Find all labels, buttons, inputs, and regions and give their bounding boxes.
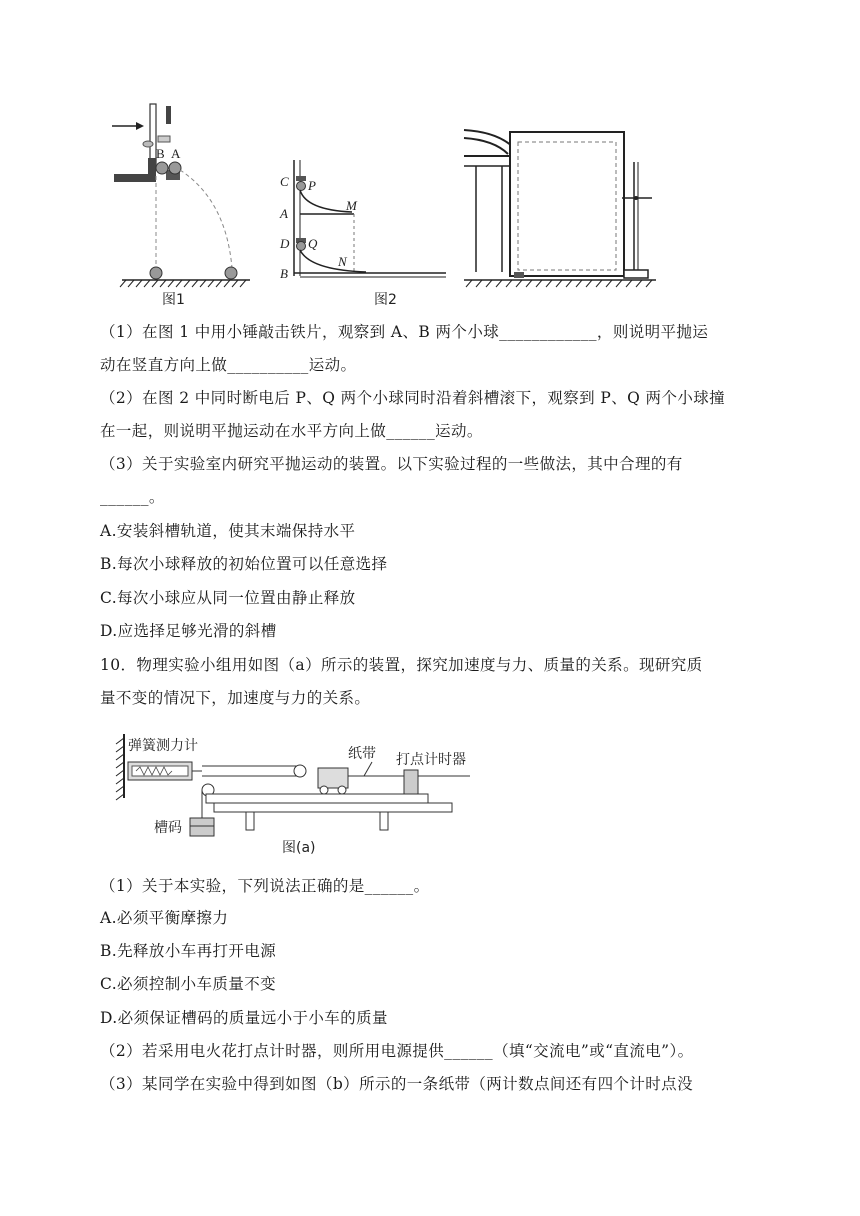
q9-2-line-1: （2）在图 2 中同时断电后 P、Q 两个小球同时沿着斜槽滚下，观察到 P、Q 两个小球撞: [100, 389, 726, 407]
q10-1-line: （1）关于本实验，下列说法正确的是______。: [100, 877, 430, 895]
q10-3-line: （3）某同学在实验中得到如图（b）所示的一条纸带（两计数点间还有四个计时点没: [100, 1075, 693, 1093]
q10-stem-line-2: 量不变的情况下，加速度与力的关系。: [100, 689, 371, 707]
fig1-label-b: B: [156, 146, 165, 161]
q10-1-option-d: D.必须保证槽码的质量远小于小车的质量: [100, 1009, 388, 1027]
q9-3-option-b: B.每次小球释放的初始位置可以任意选择: [100, 555, 388, 573]
fig2-label-b: B: [280, 266, 288, 281]
figa-label-spring-scale: 弹簧测力计: [128, 738, 198, 754]
q9-1-line-1: （1）在图 1 中用小锤敲击铁片，观察到 A、B 两个小球____________，则说明平抛运: [100, 323, 709, 341]
fig2-label-c: C: [280, 174, 289, 189]
figure-a: [110, 730, 490, 860]
q9-3-option-a: A.安装斜槽轨道，使其末端保持水平: [100, 522, 356, 540]
q10-1-option-b: B.先释放小车再打开电源: [100, 942, 277, 960]
q9-2-line-2: 在一起，则说明平抛运动在水平方向上做______运动。: [100, 422, 483, 440]
q10-stem-line-1: 10．物理实验小组用如图（a）所示的装置，探究加速度与力、质量的关系。现研究质: [100, 656, 703, 674]
fig1-caption: 图1: [162, 292, 185, 308]
fig2-label-a: A: [280, 206, 288, 221]
figure-1: [108, 100, 258, 310]
q9-1-line-2: 动在竖直方向上做__________运动。: [100, 356, 357, 374]
q10-2-line: （2）若采用电火花打点计时器，则所用电源提供______（填“交流电”或“直流电”）。: [100, 1042, 694, 1060]
q10-1-option-c: C.必须控制小车质量不变: [100, 975, 277, 993]
q9-3-line-1: （3）关于实验室内研究平抛运动的装置。以下实验过程的一些做法，其中合理的有: [100, 455, 683, 473]
fig2-label-q: Q: [308, 236, 318, 251]
q9-3-line-2: ______。: [100, 488, 165, 506]
figure-3-apparatus: [462, 122, 658, 288]
figa-caption: 图(a): [282, 840, 316, 856]
q10-1-option-a: A.必须平衡摩擦力: [100, 909, 229, 927]
fig2-label-p: P: [308, 178, 316, 193]
fig2-label-n: N: [338, 254, 347, 269]
q9-3-option-d: D.应选择足够光滑的斜槽: [100, 622, 277, 640]
fig2-label-m: M: [346, 198, 357, 213]
fig1-label-a: A: [171, 146, 181, 161]
figa-label-hook-weight: 槽码: [154, 820, 182, 836]
figure-2: [276, 160, 456, 310]
q9-3-option-c: C.每次小球应从同一位置由静止释放: [100, 589, 356, 607]
figa-label-paper-tape: 纸带: [348, 746, 376, 762]
fig2-label-d: D: [280, 236, 290, 251]
fig2-caption: 图2: [374, 292, 397, 308]
figa-label-timer: 打点计时器: [396, 752, 466, 768]
